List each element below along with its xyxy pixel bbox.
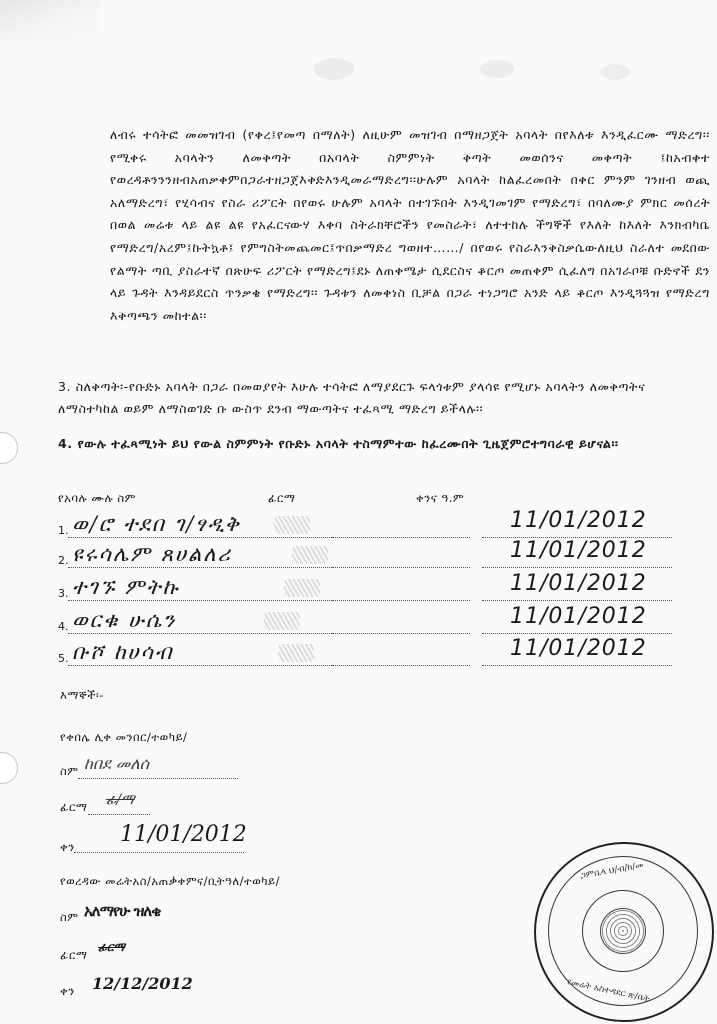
member-name: ወ/ሮ ተደበ ገ/ፃዲቅ <box>72 512 241 536</box>
woreda-name-value: አለማየሁ ዝለቄ <box>84 902 161 920</box>
member-name: ተገኙ ምትኩ <box>72 575 180 599</box>
signature-mark <box>278 644 314 662</box>
member-name: ወርቁ ሁሴን <box>72 608 177 632</box>
member-date: 11/01/2012 <box>510 571 647 596</box>
member-number: 3. <box>58 587 69 600</box>
signature-mark <box>274 516 310 534</box>
kebele-sign-value: ፊ/ማ <box>106 792 135 808</box>
signature-mark <box>292 546 328 564</box>
official-stamp <box>534 842 714 1022</box>
woreda-date-label: ቀን <box>60 984 75 998</box>
woreda-date-value: 12/12/2012 <box>92 974 193 993</box>
woreda-rep-title: የወረዳው መሬትአስ/አጠቃቀምና/ቢትዓለ/ተወካይ/ <box>60 874 280 888</box>
paper-fold <box>0 0 100 40</box>
stamp-text-top: ጋምቤላ ህ/ብ/ክ/መ <box>579 860 645 882</box>
kebele-sign-label: ፊርማ <box>60 800 88 814</box>
signature-mark <box>284 579 320 597</box>
member-number: 5. <box>58 652 69 665</box>
woreda-sign-label: ፊርማ <box>60 948 88 962</box>
kebele-name-value: ከበደ መለሰ <box>84 754 150 773</box>
witnesses-label: እማኞች፡- <box>60 688 104 702</box>
member-row <box>58 636 678 668</box>
member-row <box>58 571 678 603</box>
kebele-name-label: ስም <box>60 764 79 778</box>
member-number: 4. <box>58 620 69 633</box>
paper-smudge <box>314 58 354 80</box>
main-paragraph: ለብሩ ተሳትፎ መመዝገብ (የቀረ፤የመጣ በማለት) ለዚሁም መዝገብ በማዘጋጀት አባላት በየእለቱ እንዲፈርሙ ማድረግ፡፡የሚቀሩ አባላትን ለመቅጣት በአባላት ስምምነት ቅጣት መወሰንና መቀጣት ፤ከአብቀተ የወረዳቶንንንዘብአጠቃቀምበጋራተዘጋጀእቅድእንዲመራማድረግ፡፡ሁሉም አባላት ከልፈረመበት በቀር ምንም ገንዘብ ወጪ አለማድረግ፣ የሂሳብና የስራ ሪፖርት በየወሩ ሁሉም አባላት በተገኙበት እንዲገመገም የማድረግ፣ በባለሙያ ምክር መሰረት በወል መሬቱ ላይ ልዩ ልዩ የአፈርናውሃ እቀባ ስትራክቸሮችን የመስራት፣ ለተተከሉ ችግኞች የእለት ከእለት እንክብካቤ የማድረግ/አረም፤ኩትኳቶ፤ የምግስትመጨመር፤ጥበቃማድረ ግወዘተ……/ በየወሩ የስራእንቅስቃሴውለዚህ ስራለተ መደበው የልማት ጣቢ ያስራተኛ በጽሁፍ ሪፖርት የማድረግ፤ደኑ ለጠቀሜታ ሲደርስና ቆርጦ መጠቀም ሲፈለግ በአገራቦቹ ቡድኖች ደን ላይ ጉዳት እንዳይደርስ ጥንቃቄ የማድረግ፡፡ ጉዳቱን ለመቀነስ ቢቻል በጋራ ተነጋግሮ አንድ ላይ ቆርጦ እንዲጓጓዝ የማድረግ እቅጣጫን መከተል፡፡ <box>110 127 710 323</box>
member-date: 11/01/2012 <box>510 538 647 563</box>
member-name: ቡሾ ከሀሳብ <box>72 640 174 664</box>
stamp-text-bottom: የመሬት አስተዳደር ጽ/ቤት <box>565 977 651 1005</box>
member-number: 2. <box>58 554 69 567</box>
member-number: 1. <box>58 524 69 537</box>
header-signature: ፊርማ <box>268 491 296 505</box>
header-full-name: የአባሉ ሙሉ ስም <box>58 491 136 505</box>
member-row <box>58 538 678 570</box>
kebele-rep-title: የቀበሌ ሊቀ መንበር/ተወካይ/ <box>60 730 188 744</box>
clause-3-penalty: 3. ስለቅጣት፡-የቡድኑ አባላት በጋራ በመወያየት እሁሉ ተሳትፎ ለማያደርጉ ፍላጎቱም ያላሳዩ የሚሆኑ አባላትን ለመቅጣትና ለማስተካከል ወይም ለማስወገድ ቡ ውስጥ ደንብ ማውጣትና ተፈጻሚ ማድረግ ይችላሉ፡፡ <box>58 379 646 416</box>
signature-mark <box>264 612 300 630</box>
punch-hole <box>0 752 18 784</box>
member-row <box>58 508 678 540</box>
woreda-name-label: ስም <box>60 910 79 924</box>
stamp-emblem <box>600 908 646 954</box>
paper-smudge <box>480 60 514 78</box>
paper-smudge <box>600 64 630 80</box>
member-row <box>58 604 678 636</box>
header-date: ቀንና ዓ.ም <box>416 491 465 505</box>
kebele-date-value: 11/01/2012 <box>120 822 247 847</box>
punch-hole <box>0 432 18 464</box>
member-date: 11/01/2012 <box>510 508 647 533</box>
member-name: ዩሩሳሌም ጸሀልለሪ <box>72 542 232 566</box>
member-date: 11/01/2012 <box>510 604 647 629</box>
woreda-sign-value: ፊርማ <box>98 940 126 954</box>
kebele-date-label: ቀን <box>60 840 75 854</box>
member-date: 11/01/2012 <box>510 636 647 661</box>
clause-4-validity: 4. የውሉ ተፈጻሚነት ይህ የውል ስምምነት የቡድኑ አባላት ተስማምተው ከፈረሙበት ጊዜጀምሮተግባራዊ ይሆናል፡፡ <box>58 436 619 451</box>
